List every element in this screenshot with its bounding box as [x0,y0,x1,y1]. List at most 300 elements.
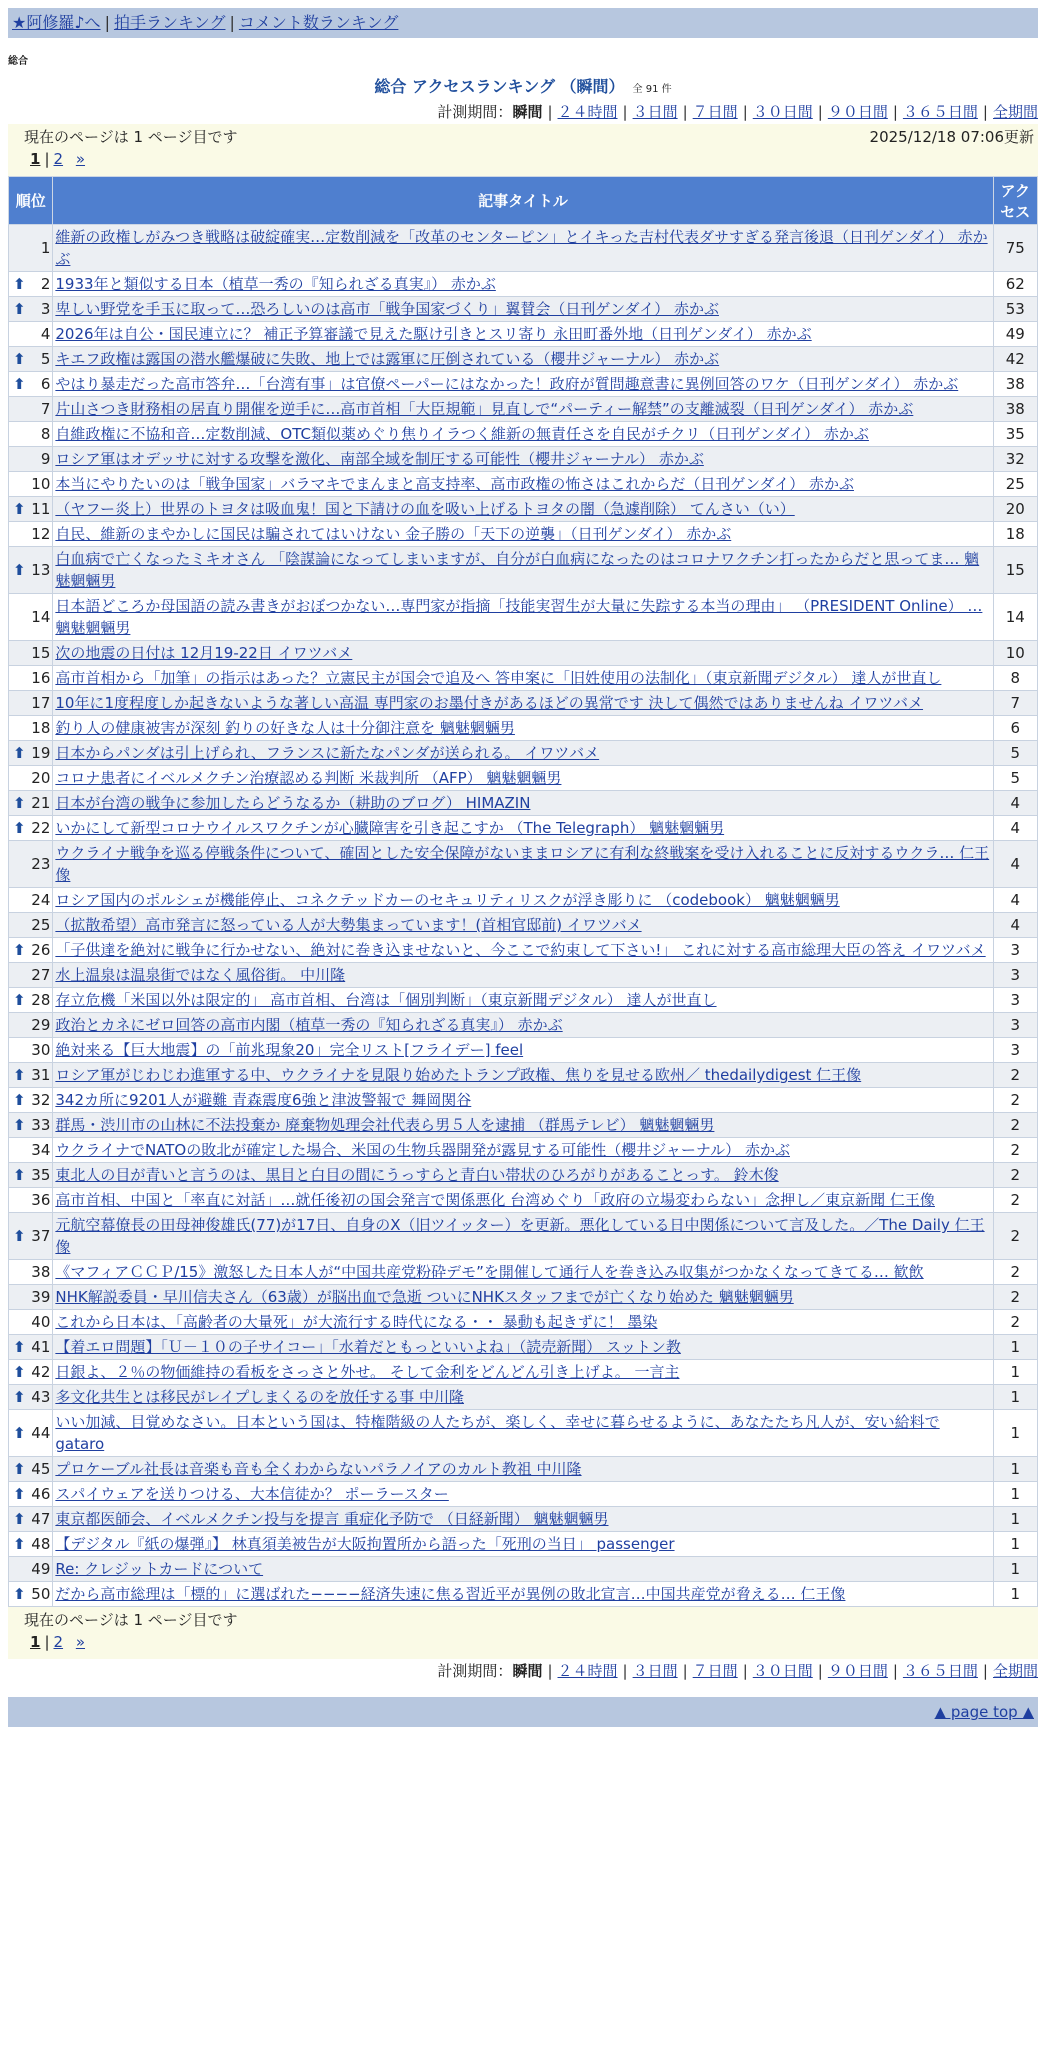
access-count: 2 [993,1310,1037,1335]
period-separator: | [817,1662,823,1680]
title-cell [53,766,993,791]
rank-number: 9 [40,450,51,468]
period-separator: | [742,1662,748,1680]
period-link-6[interactable]: 全期間 [992,103,1038,121]
access-count: 2 [993,1163,1037,1188]
article-link[interactable]: 絶対来る【巨大地震】の「前兆現象20」完全リスト[フライデー] feel [55,1041,524,1059]
title-cell [53,1260,993,1285]
title-cell [53,497,993,522]
table-row [9,938,1038,963]
rank-cell [9,522,53,547]
title-cell [53,372,993,397]
article-link[interactable]: 東北人の目が青いと言うのは、黒目と白目の間にうっすらと青白い帯状のひろがりがあることっす。 鈴木俊 [55,1166,779,1184]
table-row [9,888,1038,913]
up-arrow-icon: ⬆ [13,1460,26,1478]
rank-cell [9,841,53,888]
period-link-6[interactable]: 全期間 [992,1662,1038,1680]
rank-number: 19 [31,744,51,762]
title-cell [53,938,993,963]
rank-number: 21 [31,794,51,812]
rank-number: 5 [40,350,51,368]
article-link[interactable]: コロナ患者にイベルメクチン治療認める判断 米裁判所 （AFP） 魑魅魍魎男 [55,769,562,787]
rank-cell [9,1063,53,1088]
next-page-link[interactable]: » [75,1633,86,1651]
up-arrow-icon: ⬆ [13,744,26,762]
article-link[interactable]: 10年に1度程度しか起きないような著しい高温 専門家のお墨付きがあるほどの異常です 決して偶然ではありませんね イワツバメ [55,694,924,712]
total-count: 全 91 件 [632,84,672,95]
table-row [9,1582,1038,1607]
table-row [9,1310,1038,1335]
up-arrow-icon: ⬆ [13,1585,26,1603]
period-separator: | [982,1662,988,1680]
rank-number: 50 [31,1585,51,1603]
table-row [9,1113,1038,1138]
rank-cell [9,641,53,666]
rank-number: 27 [31,966,51,984]
access-count: 3 [993,1038,1037,1063]
access-count: 2 [993,1063,1037,1088]
article-link[interactable]: 白血病で亡くなったミキオさん 「陰謀論になってしまいますが、自分が白血病になったのはコロナワクチン打ったからだと思ってま… 魑魅魍魎男 [55,550,980,590]
article-link[interactable]: ロシア軍がじわじわ進軍する中、ウクライナを見限り始めたトランプ政権、焦りを見せる欧州／ thedailydigest 仁王像 [55,1066,862,1084]
period-separator: | [622,103,628,121]
rank-cell [9,1582,53,1607]
period-link-0[interactable]: ２４時間 [557,1662,618,1680]
title-cell [53,1013,993,1038]
rank-number: 16 [31,669,51,687]
article-link[interactable]: 東京都医師会、イベルメクチン投与を提言 重症化予防で （日経新聞） 魑魅魍魎男 [55,1510,609,1528]
rank-cell [9,472,53,497]
article-link[interactable]: 片山さつき財務相の居直り開催を逆手に…高市首相「大臣規範」見直しで“パーティー解禁”の支離滅裂（日刊ゲンダイ） 赤かぶ [55,400,914,418]
access-count: 2 [993,1138,1037,1163]
rank-cell [9,963,53,988]
table-row [9,522,1038,547]
period-link-5[interactable]: ３６５日間 [902,103,978,121]
rank-cell [9,1113,53,1138]
up-arrow-icon: ⬆ [13,561,26,579]
article-link[interactable]: 日銀よ、２％の物価維持の看板をさっさと外せ。 そして金利をどんどん引き上げよ。 一言主 [55,1363,680,1381]
pagination-top: 1 | 2 » [30,150,86,168]
rank-cell [9,1410,53,1457]
article-link[interactable]: NHK解説委員・早川信夫さん（63歳）が脳出血で急逝 ついにNHKスタッフまでが亡くなり始めた 魑魅魍魎男 [55,1288,794,1306]
up-arrow-icon: ⬆ [13,275,26,293]
rank-cell [9,1285,53,1310]
table-row [9,1013,1038,1038]
rank-number: 17 [31,694,51,712]
table-row [9,666,1038,691]
rank-number: 35 [31,1166,51,1184]
title-cell [53,641,993,666]
table-row [9,272,1038,297]
access-count: 15 [993,547,1037,594]
article-link[interactable]: 《マフィアＣＣＰ/15》激怒した日本人が“中国共産党粉砕デモ”を開催して通行人を巻き込み収集がつかなくなってきてる… 歓飲 [55,1263,924,1281]
rank-cell [9,741,53,766]
rank-number: 18 [31,719,51,737]
table-row [9,547,1038,594]
article-link[interactable]: 高市首相から「加筆」の指示はあった？立憲民主が国会で追及へ 答申案に「旧姓使用の法制化」（東京新聞デジタル） 達人が世直し [55,669,942,687]
table-row [9,988,1038,1013]
article-link[interactable]: Re: クレジットカードについて [55,1560,264,1578]
title-cell [53,1310,993,1335]
table-row [9,1385,1038,1410]
rank-cell [9,1260,53,1285]
article-link[interactable]: 釣り人の健康被害が深刻 釣りの好きな人は十分御注意を 魑魅魍魎男 [55,719,515,737]
up-arrow-icon: ⬆ [13,300,26,318]
rank-number: 38 [31,1263,51,1281]
article-link[interactable]: ウクライナでNATOの敗北が確定した場合、米国の生物兵器開発が露見する可能性（櫻井ジャーナル） 赤かぶ [55,1141,790,1159]
period-separator: | [547,1662,553,1680]
up-arrow-icon: ⬆ [13,1066,26,1084]
table-row [9,816,1038,841]
article-link[interactable]: 「子供達を絶対に戦争に行かせない、絶対に巻き込ませないと、今ここで約束して下さい!」 これに対する高市総理大臣の答え イワツバメ [55,941,986,959]
title-cell [53,1285,993,1310]
article-link[interactable]: ロシア国内のポルシェが機能停止、コネクテッドカーのセキュリティリスクが浮き彫りに （codebook） 魑魅魍魎男 [55,891,840,909]
period-link-2[interactable]: ７日間 [692,103,738,121]
rank-cell [9,716,53,741]
article-link[interactable]: 自維政権に不協和音…定数削減、OTC類似薬めぐり焦りイラつく維新の無責任さを自民がチクリ（日刊ゲンダイ） 赤かぶ [55,425,869,443]
period-separator: | [892,103,898,121]
title-cell [53,397,993,422]
article-link[interactable]: 本当にやりたいのは「戦争国家」バラマキでまんまと高支持率、高市政権の怖さはこれからだ（日刊ゲンダイ） 赤かぶ [55,475,854,493]
period-link-0[interactable]: ２４時間 [557,103,618,121]
article-link[interactable]: 政治とカネにゼロ回答の高市内閣（植草一秀の『知られざる真実』） 赤かぶ [55,1016,563,1034]
access-count: 7 [993,691,1037,716]
pagination-bottom: 1 | 2 » [30,1633,86,1651]
rank-number: 37 [31,1227,51,1245]
table-row [9,1088,1038,1113]
article-link[interactable]: 342カ所に9201人が避難 青森震度6強と津波警報で 舞岡関谷 [55,1091,472,1109]
period-selector-top [8,100,1038,124]
table-row [9,1038,1038,1063]
article-link[interactable]: 自民、維新のまやかしに国民は騙されてはいけない 金子勝の「天下の逆襲」（日刊ゲンダイ） 赤かぶ [55,525,732,543]
title-cell [53,547,993,594]
title-cell [53,741,993,766]
access-count: 1 [993,1457,1037,1482]
rank-cell [9,666,53,691]
access-count: 3 [993,963,1037,988]
title-cell [53,297,993,322]
nav-separator: | [104,13,110,32]
page-info-top [8,124,1038,176]
ranking-body [9,225,1038,1607]
rank-cell [9,1482,53,1507]
article-link[interactable]: やはり暴走だった高市答弁…「台湾有事」は官僚ペーパーにはなかった！政府が質問趣意書に異例回答のワケ（日刊ゲンダイ） 赤かぶ [55,375,959,393]
rank-number: 2 [40,275,51,293]
table-row [9,1188,1038,1213]
rank-cell [9,1557,53,1582]
title-cell [53,791,993,816]
period-label: 計測期間： [437,103,513,121]
table-row [9,1213,1038,1260]
access-count: 38 [993,397,1037,422]
title-cell [53,447,993,472]
table-row [9,913,1038,938]
table-row [9,1532,1038,1557]
current-page-text: 現在のページは 1 ページ目です [24,1611,238,1629]
access-count: 75 [993,225,1037,272]
table-row [9,766,1038,791]
table-row [9,1557,1038,1582]
table-row [9,641,1038,666]
rank-cell [9,1385,53,1410]
table-row [9,1063,1038,1088]
article-link[interactable]: 多文化共生とは移民がレイプしまくるのを放任する事 中川隆 [55,1388,464,1406]
rank-number: 29 [31,1016,51,1034]
article-link[interactable]: いかにして新型コロナウイルスワクチンが心臓障害を引き起こすか （The Telegraph） 魑魅魍魎男 [55,819,725,837]
period-link-3[interactable]: ３０日間 [752,103,813,121]
access-count: 1 [993,1582,1037,1607]
nav-separator: | [229,13,235,32]
rank-cell [9,1457,53,1482]
table-row [9,594,1038,641]
table-row [9,791,1038,816]
access-count: 4 [993,888,1037,913]
rank-cell [9,422,53,447]
title-cell [53,1335,993,1360]
rank-cell [9,225,53,272]
period-label: 計測期間： [437,1662,513,1680]
rank-cell [9,1163,53,1188]
rank-number: 4 [40,325,51,343]
period-separator: | [682,103,688,121]
current-page-text: 現在のページは 1 ページ目です [24,128,238,146]
category-label: 総合 [8,56,28,67]
title-cell [53,322,993,347]
access-count: 4 [993,791,1037,816]
rank-cell [9,913,53,938]
article-link[interactable]: 日本からパンダは引上げられ、フランスに新たなパンダが送られる。 イワツバメ [55,744,600,762]
up-arrow-icon: ⬆ [13,1091,26,1109]
article-link[interactable]: 存立危機「米国以外は限定的」 高市首相、台湾は「個別判断」（東京新聞デジタル） 達人が世直し [55,991,717,1009]
title-cell [53,225,993,272]
rank-number: 24 [31,891,51,909]
period-selector-bottom [8,1659,1038,1683]
access-count: 35 [993,422,1037,447]
article-link[interactable]: これから日本は、「高齢者の大量死」が大流行する時代になる・・ 暴動も起きずに！ 墨染 [55,1313,658,1331]
access-count: 53 [993,297,1037,322]
article-link[interactable]: 元航空幕僚長の田母神俊雄氏(77)が17日、自身のX（旧ツイッター）を更新。悪化している日中関係について言及した。／The Daily 仁王像 [55,1216,985,1256]
title-cell [53,1088,993,1113]
home-link[interactable]: ★阿修羅♪へ [12,13,101,32]
rank-cell [9,888,53,913]
up-arrow-icon: ⬆ [13,1485,26,1503]
article-link[interactable]: 水上温泉は温泉街ではなく風俗街。 中川隆 [55,966,346,984]
table-row [9,1163,1038,1188]
rank-cell [9,1310,53,1335]
title-cell [53,841,993,888]
title-cell [53,1557,993,1582]
article-link[interactable]: 日本語どころか母国語の読み書きがおぼつかない…専門家が指摘「技能実習生が大量に失踪する本当の理由」 （PRESIDENT Online） … 魑魅魍魎男 [55,597,983,637]
next-page-link[interactable]: » [75,150,86,168]
article-link[interactable]: （拡散希望）高市発言に怒っている人が大勢集まっています！(首相官邸前) イワツバメ [55,916,642,934]
period-separator: | [982,103,988,121]
table-row [9,322,1038,347]
title-cell [53,1113,993,1138]
period-link-4[interactable]: ９０日間 [827,103,888,121]
page-2-link[interactable]: 2 [53,150,64,168]
article-link[interactable]: 群馬・渋川市の山林に不法投棄か 廃棄物処理会社代表ら男５人を逮捕 （群馬テレビ） 魑魅魍魎男 [55,1116,715,1134]
ranking-page [8,8,1038,1727]
period-link-5[interactable]: ３６５日間 [902,1662,978,1680]
rank-number: 34 [31,1141,51,1159]
article-link[interactable]: 日本が台湾の戦争に参加したらどうなるか（耕助のブログ） HIMAZIN [55,794,531,812]
up-arrow-icon: ⬆ [13,1166,26,1184]
up-arrow-icon: ⬆ [13,1535,26,1553]
title-header: 記事タイトル [53,177,993,225]
article-link[interactable]: 維新の政権しがみつき戦略は破綻確実…定数削減を「改革のセンターピン」とイキった吉村代表ダサすぎる発言後退（日刊ゲンダイ） 赤かぶ [55,228,988,268]
article-link[interactable]: プロケーブル社長は音楽も音も全くわからないパラノイアのカルト教祖 中川隆 [55,1460,582,1478]
rank-cell [9,1507,53,1532]
rank-cell [9,1335,53,1360]
table-row [9,497,1038,522]
period-link-1[interactable]: ３日間 [632,103,678,121]
article-link[interactable]: 高市首相、中国と「率直に対話」…就任後初の国会発言で関係悪化 台湾めぐり「政府の立場変わらない」念押し／東京新聞 仁王像 [55,1191,935,1209]
title-cell [53,1213,993,1260]
up-arrow-icon: ⬆ [13,350,26,368]
article-link[interactable]: （ヤフー炎上）世界のトヨタは吸血鬼！国と下請けの血を吸い上げるトヨタの闇（急遽削除） てんさい（い） [55,500,795,518]
up-arrow-icon: ⬆ [13,1363,26,1381]
access-count: 1 [993,1385,1037,1410]
up-arrow-icon: ⬆ [13,1338,26,1356]
clap-ranking-link[interactable]: 拍手ランキング [113,13,226,32]
rank-number: 43 [31,1388,51,1406]
article-link[interactable]: 【デジタル『紙の爆弾』】 林真須美被告が大阪拘置所から語った「死刑の当日」 passenger [55,1535,675,1553]
rank-cell [9,1013,53,1038]
rank-number: 14 [31,608,51,626]
rank-number: 47 [31,1510,51,1528]
rank-number: 1 [40,239,51,257]
access-count: 2 [993,1188,1037,1213]
period-link-3[interactable]: ３０日間 [752,1662,813,1680]
title-cell [53,716,993,741]
up-arrow-icon: ⬆ [13,1227,26,1245]
rank-cell [9,347,53,372]
table-row [9,447,1038,472]
access-count: 2 [993,1213,1037,1260]
rank-cell [9,272,53,297]
rank-cell [9,497,53,522]
rank-cell [9,1138,53,1163]
access-count: 2 [993,1285,1037,1310]
period-current: 瞬間 [512,1662,543,1680]
article-link[interactable]: ロシア軍はオデッサに対する攻撃を激化、南部全域を制圧する可能性（櫻井ジャーナル） 赤かぶ [55,450,704,468]
rank-cell [9,1213,53,1260]
table-row [9,963,1038,988]
access-count: 18 [993,522,1037,547]
title-cell [53,816,993,841]
table-row [9,347,1038,372]
table-row [9,225,1038,272]
article-link[interactable]: ウクライナ戦争を巡る停戦条件について、確固とした安全保障がないままロシアに有利な終戦案を受け入れることに反対するウクラ… 仁王像 [55,844,990,884]
access-count: 42 [993,347,1037,372]
title-cell [53,963,993,988]
article-link[interactable]: 2026年は自公・国民連立に？ 補正予算審議で見えた駆け引きとスリ寄り 永田町番外地（日刊ゲンダイ） 赤かぶ [55,325,812,343]
rank-number: 39 [31,1288,51,1306]
title-cell [53,1532,993,1557]
article-link[interactable]: 【着エロ問題】「Ｕ－１０の子サイコー」「水着だともっといいよね」（読売新聞） スットン教 [55,1338,681,1356]
rank-cell [9,791,53,816]
rank-cell [9,547,53,594]
title-cell [53,347,993,372]
access-count: 6 [993,716,1037,741]
rank-number: 41 [31,1338,51,1356]
access-count: 1 [993,1507,1037,1532]
page-1-current: 1 [30,150,41,168]
table-row [9,841,1038,888]
rank-number: 13 [31,561,51,579]
article-link[interactable]: いい加減、目覚めなさい。日本という国は、特権階級の人たちが、楽しく、幸せに暮らせるように、あなたたち凡人が、安い給料で gataro [55,1413,940,1453]
article-link[interactable]: 次の地震の日付は 12月19-22日 イワツバメ [55,644,353,662]
rank-number: 40 [31,1313,51,1331]
up-arrow-icon: ⬆ [13,794,26,812]
table-row [9,372,1038,397]
article-link[interactable]: 卑しい野党を手玉に取って…恐ろしいのは高市「戦争国家づくり」翼賛会（日刊ゲンダイ） 赤かぶ [55,300,719,318]
bottom-bar [8,1697,1038,1727]
title-cell [53,888,993,913]
rank-number: 3 [40,300,51,318]
rank-number: 7 [40,400,51,418]
title-cell [53,1138,993,1163]
access-count: 2 [993,1260,1037,1285]
article-link[interactable]: キエフ政権は露国の潜水艦爆破に失敗、地上では露軍に圧倒されている（櫻井ジャーナル） 赤かぶ [55,350,720,368]
title-cell [53,1038,993,1063]
title-cell [53,1457,993,1482]
access-count: 3 [993,1013,1037,1038]
title-cell [53,1188,993,1213]
article-link[interactable]: だから高市総理は「標的」に選ばれた−−−−経済失速に焦る習近平が異例の敗北宣言…中国共産党が脅える… 仁王像 [55,1585,846,1603]
up-arrow-icon: ⬆ [13,819,26,837]
rank-number: 8 [40,425,51,443]
rank-cell [9,372,53,397]
page-2-link[interactable]: 2 [53,1633,64,1651]
access-count: 3 [993,938,1037,963]
access-count: 4 [993,913,1037,938]
comment-ranking-link[interactable]: コメント数ランキング [238,13,399,32]
rank-number: 22 [31,819,51,837]
rank-cell [9,1088,53,1113]
rank-cell [9,1532,53,1557]
article-link[interactable]: スパイウェアを送りつける、大本信徒か？ ポーラースター [55,1485,449,1503]
title-cell [53,1410,993,1457]
rank-cell [9,1188,53,1213]
table-row [9,716,1038,741]
rank-cell [9,988,53,1013]
title-cell [53,1482,993,1507]
title-row [8,74,1038,100]
period-current: 瞬間 [512,103,543,121]
title-cell [53,913,993,938]
up-arrow-icon: ⬆ [13,1424,26,1442]
table-row [9,1507,1038,1532]
page-info-bottom [8,1607,1038,1659]
title-cell [53,691,993,716]
period-separator: | [892,1662,898,1680]
page-1-current: 1 [30,1633,41,1651]
article-link[interactable]: 1933年と類似する日本（植草一秀の『知られざる真実』） 赤かぶ [55,275,496,293]
period-separator: | [817,103,823,121]
access-count: 5 [993,766,1037,791]
title-cell [53,988,993,1013]
page-top-link[interactable]: ▲ page top ▲ [934,1703,1034,1721]
rank-number: 10 [31,475,51,493]
up-arrow-icon: ⬆ [13,1510,26,1528]
rank-number: 12 [31,525,51,543]
rank-number: 30 [31,1041,51,1059]
period-link-1[interactable]: ３日間 [632,1662,678,1680]
table-row [9,422,1038,447]
access-count: 10 [993,641,1037,666]
period-link-4[interactable]: ９０日間 [827,1662,888,1680]
period-link-2[interactable]: ７日間 [692,1662,738,1680]
